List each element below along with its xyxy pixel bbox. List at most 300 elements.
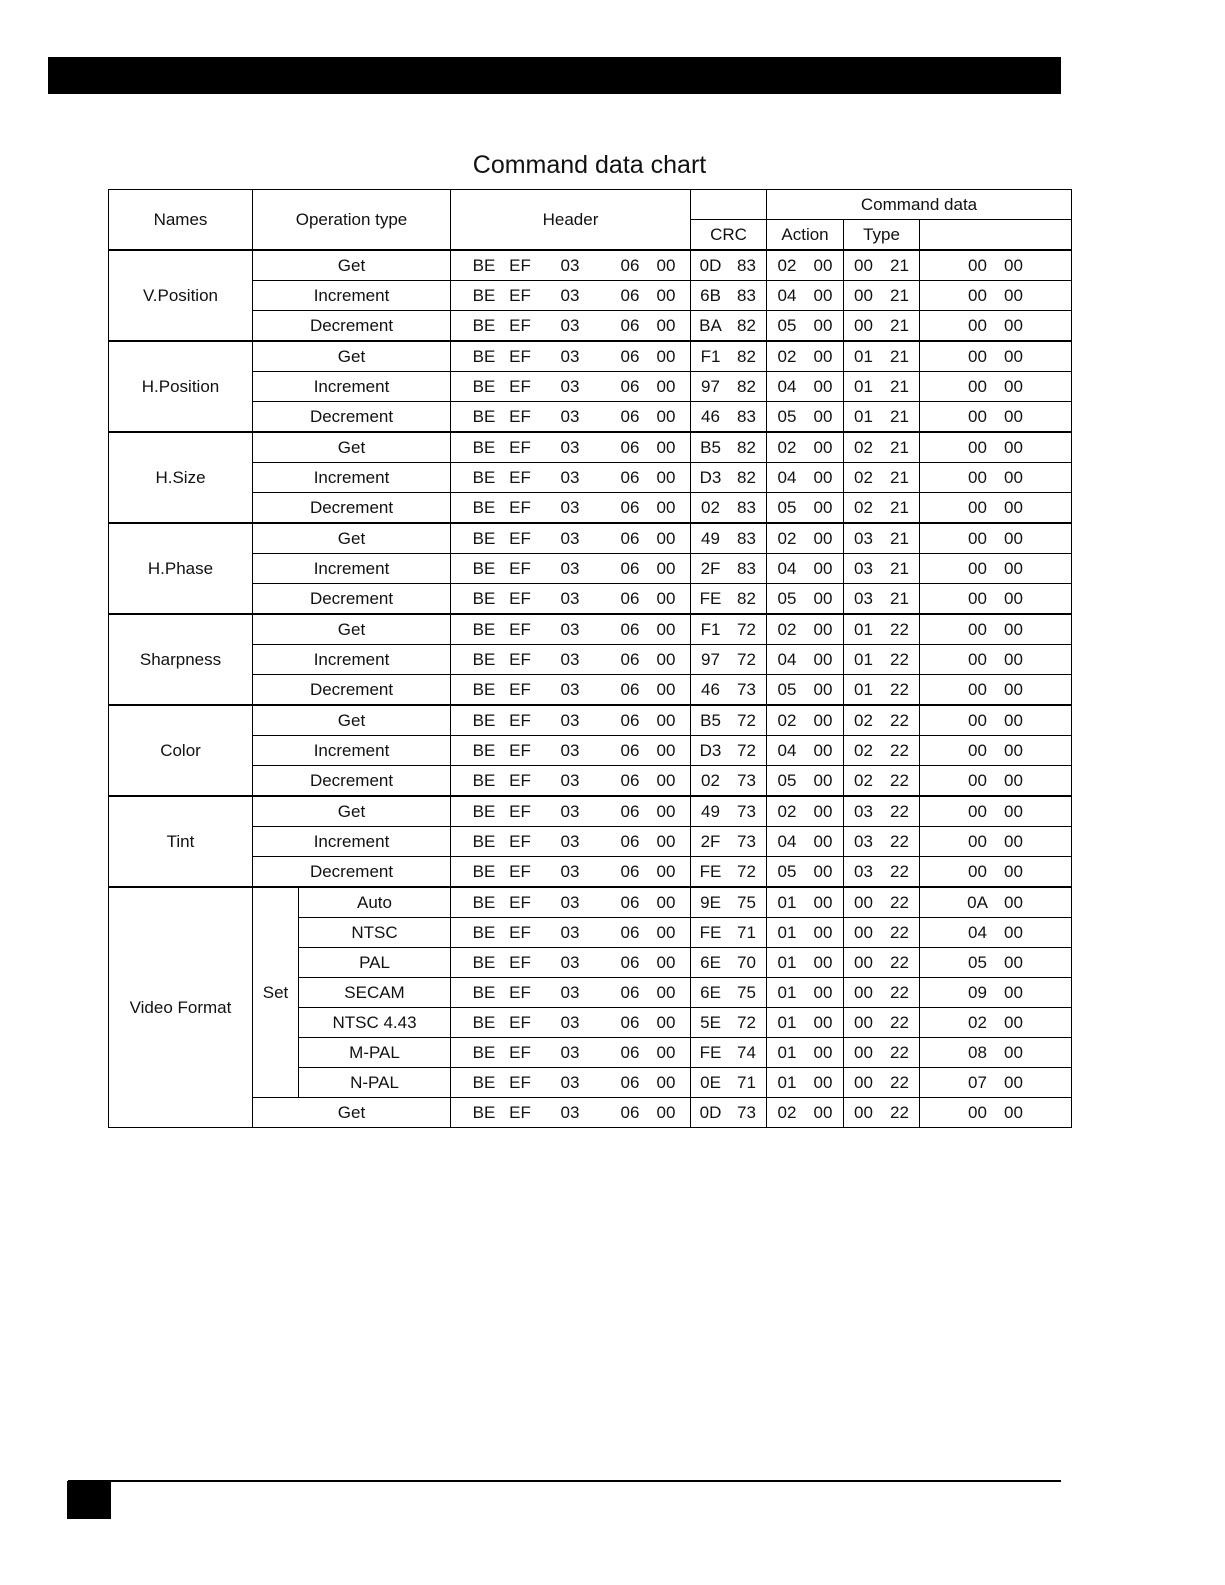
action-cell-byte: 00: [813, 649, 833, 669]
header-byte: EF: [509, 649, 531, 669]
header-bytes: [451, 250, 691, 281]
header-byte: BE: [472, 649, 496, 669]
crc-cell: [691, 1008, 767, 1038]
header-byte: 06: [620, 982, 640, 1002]
value-cell-byte: 00: [1004, 710, 1023, 730]
action-cell-byte: 00: [813, 285, 833, 305]
action-cell-byte: 02: [777, 346, 797, 366]
value-cell-byte: 02: [968, 1012, 987, 1032]
header-byte: BE: [472, 740, 496, 760]
type-cell: [844, 372, 920, 402]
value-cell: [920, 402, 1072, 433]
crc-cell-byte: 72: [737, 740, 756, 760]
type-cell: [844, 1038, 920, 1068]
header-byte: BE: [472, 376, 496, 396]
header-byte: EF: [509, 1012, 531, 1032]
crc-cell: [691, 705, 767, 736]
value-cell: [920, 250, 1072, 281]
action-cell: [767, 281, 844, 311]
header-byte: 00: [656, 1072, 676, 1092]
value-cell: [920, 432, 1072, 463]
table-row: [109, 675, 1072, 706]
header-byte: BE: [472, 1072, 496, 1092]
crc-cell-byte: 73: [737, 801, 756, 821]
type-cell-byte: 22: [890, 1042, 909, 1062]
action-cell: [767, 311, 844, 342]
value-cell: [920, 341, 1072, 372]
header-byte: 06: [620, 588, 640, 608]
header-byte: EF: [509, 528, 531, 548]
header-byte: 03: [560, 437, 580, 457]
value-cell: [920, 614, 1072, 645]
header-byte: 00: [656, 649, 676, 669]
type-cell-byte: 21: [890, 497, 909, 517]
operation-cell: Get: [253, 250, 451, 281]
command-data-table: [108, 189, 1072, 1128]
value-cell-byte: 00: [1004, 801, 1023, 821]
value-cell-byte: 05: [968, 952, 987, 972]
action-cell-byte: 00: [813, 558, 833, 578]
type-cell: [844, 675, 920, 706]
action-cell: [767, 493, 844, 524]
type-cell-byte: 22: [890, 649, 909, 669]
action-cell: [767, 432, 844, 463]
value-cell-byte: 00: [968, 770, 987, 790]
operation-cell: Decrement: [253, 311, 451, 342]
header-byte: EF: [509, 558, 531, 578]
value-cell-byte: 00: [1004, 588, 1023, 608]
header-crc-blank: [691, 190, 767, 220]
action-cell: [767, 523, 844, 554]
value-cell: [920, 675, 1072, 706]
header-bytes: [451, 978, 691, 1008]
crc-cell-byte: 74: [737, 1042, 756, 1062]
header-byte: 00: [656, 437, 676, 457]
header-bytes: [451, 281, 691, 311]
value-cell-byte: 00: [1004, 406, 1023, 426]
value-cell: [920, 1068, 1072, 1098]
action-cell-byte: 00: [813, 619, 833, 639]
header-byte: 06: [620, 285, 640, 305]
crc-cell-byte: 82: [737, 437, 756, 457]
operation-cell: Decrement: [253, 857, 451, 888]
type-cell: [844, 432, 920, 463]
row-name: H.Phase: [109, 523, 253, 614]
type-cell: [844, 341, 920, 372]
table-row: [109, 796, 1072, 827]
type-cell-byte: 22: [890, 952, 909, 972]
header-byte: 03: [560, 952, 580, 972]
action-cell: [767, 250, 844, 281]
operation-cell: Decrement: [253, 402, 451, 433]
operation-cell: Increment: [253, 554, 451, 584]
header-byte: 00: [656, 1042, 676, 1062]
header-byte: BE: [472, 1102, 496, 1122]
header-byte: 03: [560, 982, 580, 1002]
header-byte: BE: [472, 528, 496, 548]
type-cell-byte: 00: [854, 1102, 873, 1122]
action-cell-byte: 00: [813, 346, 833, 366]
value-cell-byte: 00: [968, 831, 987, 851]
crc-cell: [691, 736, 767, 766]
type-cell-byte: 03: [854, 528, 873, 548]
type-cell-byte: 21: [890, 437, 909, 457]
type-cell: [844, 736, 920, 766]
type-cell-byte: 00: [854, 922, 873, 942]
crc-cell-byte: 82: [737, 467, 756, 487]
header-bytes: [451, 523, 691, 554]
action-cell-byte: 04: [777, 831, 797, 851]
value-cell-byte: 0A: [967, 892, 988, 912]
crc-cell-byte: 72: [737, 1012, 756, 1032]
crc-cell-byte: 72: [737, 619, 756, 639]
action-cell-byte: 01: [777, 922, 797, 942]
header-bytes: [451, 645, 691, 675]
value-cell-byte: 00: [1004, 679, 1023, 699]
header-byte: 00: [656, 770, 676, 790]
header-byte: 06: [620, 1042, 640, 1062]
type-cell: [844, 493, 920, 524]
value-cell: [920, 948, 1072, 978]
type-cell-byte: 21: [890, 285, 909, 305]
header-byte: 03: [560, 710, 580, 730]
type-cell: [844, 402, 920, 433]
header-byte: EF: [509, 588, 531, 608]
header-byte: EF: [509, 346, 531, 366]
header-crc: CRC: [691, 220, 767, 251]
action-cell: [767, 887, 844, 918]
header-bytes: [451, 918, 691, 948]
header-bytes: [451, 432, 691, 463]
table-row: [109, 372, 1072, 402]
action-cell-byte: 01: [777, 952, 797, 972]
action-cell-byte: 04: [777, 558, 797, 578]
header-byte: 03: [560, 740, 580, 760]
header-byte: EF: [509, 740, 531, 760]
crc-cell-byte: BA: [699, 315, 722, 335]
type-cell-byte: 01: [854, 346, 873, 366]
type-cell-byte: 02: [854, 467, 873, 487]
header-byte: BE: [472, 801, 496, 821]
header-byte: 03: [560, 922, 580, 942]
header-byte: BE: [472, 255, 496, 275]
value-cell-byte: 00: [1004, 1012, 1023, 1032]
top-bar: [48, 57, 1061, 94]
header-byte: 00: [656, 831, 676, 851]
action-cell-byte: 00: [813, 497, 833, 517]
header-byte: BE: [472, 710, 496, 730]
header-byte: 06: [620, 467, 640, 487]
crc-cell: [691, 857, 767, 888]
value-cell: [920, 554, 1072, 584]
header-byte: 03: [560, 467, 580, 487]
header-byte: 00: [656, 285, 676, 305]
type-cell-byte: 03: [854, 558, 873, 578]
header-byte: 03: [560, 528, 580, 548]
type-cell: [844, 281, 920, 311]
crc-cell-byte: 73: [737, 831, 756, 851]
header-byte: 00: [656, 679, 676, 699]
action-cell-byte: 04: [777, 376, 797, 396]
type-cell-byte: 00: [854, 1072, 873, 1092]
action-cell-byte: 00: [813, 406, 833, 426]
table-row: [109, 493, 1072, 524]
crc-cell-byte: 49: [701, 528, 720, 548]
action-cell-byte: 02: [777, 437, 797, 457]
crc-cell-byte: 82: [737, 346, 756, 366]
header-byte: 06: [620, 497, 640, 517]
type-cell: [844, 614, 920, 645]
action-cell: [767, 978, 844, 1008]
action-cell: [767, 614, 844, 645]
header-byte: EF: [509, 406, 531, 426]
action-cell-byte: 00: [813, 255, 833, 275]
table-row: [109, 523, 1072, 554]
header-bytes: [451, 311, 691, 342]
header-byte: BE: [472, 861, 496, 881]
header-byte: 00: [656, 255, 676, 275]
type-cell: [844, 766, 920, 797]
action-cell-byte: 02: [777, 801, 797, 821]
header-bytes: [451, 1068, 691, 1098]
header-bytes: [451, 402, 691, 433]
type-cell-byte: 00: [854, 982, 873, 1002]
header-byte: 06: [620, 315, 640, 335]
type-cell: [844, 948, 920, 978]
header-byte: BE: [472, 437, 496, 457]
row-name: H.Position: [109, 341, 253, 432]
type-cell: [844, 1068, 920, 1098]
header-bytes: [451, 948, 691, 978]
header-byte: 00: [656, 315, 676, 335]
action-cell-byte: 00: [813, 740, 833, 760]
crc-cell: [691, 493, 767, 524]
header-header: Header: [451, 190, 691, 251]
header-byte: 03: [560, 285, 580, 305]
header-byte: BE: [472, 346, 496, 366]
header-byte: 00: [656, 346, 676, 366]
table-row: [109, 736, 1072, 766]
header-byte: BE: [472, 952, 496, 972]
header-bytes: [451, 584, 691, 615]
header-bytes: [451, 493, 691, 524]
table-row: [109, 341, 1072, 372]
table-row: [109, 766, 1072, 797]
header-byte: 03: [560, 315, 580, 335]
action-cell-byte: 05: [777, 679, 797, 699]
operation-cell: Auto: [299, 887, 451, 918]
type-cell-byte: 21: [890, 588, 909, 608]
header-byte: 00: [656, 588, 676, 608]
type-cell: [844, 827, 920, 857]
crc-cell-byte: 2F: [700, 558, 721, 578]
type-cell: [844, 463, 920, 493]
value-cell-byte: 00: [1004, 346, 1023, 366]
crc-cell-byte: FE: [699, 861, 722, 881]
crc-cell-byte: F1: [700, 346, 721, 366]
value-cell: [920, 1008, 1072, 1038]
action-cell-byte: 04: [777, 285, 797, 305]
value-cell: [920, 584, 1072, 615]
crc-cell-byte: B5: [700, 710, 721, 730]
action-cell: [767, 675, 844, 706]
header-byte: 06: [620, 1102, 640, 1122]
operation-cell: Increment: [253, 827, 451, 857]
action-cell-byte: 00: [813, 710, 833, 730]
crc-cell-byte: 82: [737, 588, 756, 608]
header-byte: 03: [560, 406, 580, 426]
operation-cell: Get: [253, 1098, 451, 1128]
header-byte: 06: [620, 922, 640, 942]
header-byte: BE: [472, 982, 496, 1002]
header-byte: 06: [620, 406, 640, 426]
crc-cell-byte: D3: [699, 467, 722, 487]
header-byte: 03: [560, 1072, 580, 1092]
header-byte: 00: [656, 892, 676, 912]
crc-cell-byte: 72: [737, 861, 756, 881]
type-cell-byte: 22: [890, 861, 909, 881]
value-cell-byte: 00: [1004, 619, 1023, 639]
operation-cell: Get: [253, 614, 451, 645]
action-cell: [767, 857, 844, 888]
table-row: [109, 887, 1072, 918]
crc-cell-byte: 83: [737, 255, 756, 275]
crc-cell-byte: 75: [737, 892, 756, 912]
crc-cell: [691, 463, 767, 493]
value-cell: [920, 705, 1072, 736]
header-byte: 03: [560, 801, 580, 821]
header-byte: 03: [560, 558, 580, 578]
value-cell-byte: 00: [968, 649, 987, 669]
type-cell-byte: 00: [854, 1012, 873, 1032]
crc-cell-byte: 71: [737, 1072, 756, 1092]
value-cell-byte: 00: [968, 467, 987, 487]
type-cell-byte: 01: [854, 406, 873, 426]
value-cell-byte: 00: [1004, 982, 1023, 1002]
table-row: [109, 432, 1072, 463]
table-row: [109, 584, 1072, 615]
action-cell-byte: 05: [777, 406, 797, 426]
header-bytes: [451, 736, 691, 766]
value-cell: [920, 281, 1072, 311]
type-cell-byte: 22: [890, 1072, 909, 1092]
value-cell-byte: 08: [968, 1042, 987, 1062]
crc-cell: [691, 978, 767, 1008]
value-cell-byte: 09: [968, 982, 987, 1002]
value-cell-byte: 00: [1004, 770, 1023, 790]
value-cell-byte: 00: [968, 679, 987, 699]
type-cell-byte: 00: [854, 892, 873, 912]
type-cell: [844, 584, 920, 615]
action-cell: [767, 341, 844, 372]
crc-cell-byte: 71: [737, 922, 756, 942]
value-cell-byte: 00: [968, 710, 987, 730]
operation-cell: Decrement: [253, 584, 451, 615]
crc-cell: [691, 796, 767, 827]
action-cell: [767, 796, 844, 827]
header-byte: 03: [560, 1102, 580, 1122]
crc-cell-byte: 83: [737, 497, 756, 517]
crc-cell: [691, 675, 767, 706]
header-byte: 00: [656, 801, 676, 821]
value-cell: [920, 978, 1072, 1008]
crc-cell: [691, 372, 767, 402]
value-cell-byte: 00: [1004, 922, 1023, 942]
header-byte: 00: [656, 1012, 676, 1032]
action-cell: [767, 1038, 844, 1068]
header-bytes: [451, 1008, 691, 1038]
header-byte: BE: [472, 831, 496, 851]
action-cell-byte: 04: [777, 649, 797, 669]
value-cell-byte: 00: [1004, 952, 1023, 972]
value-cell-byte: 00: [1004, 497, 1023, 517]
operation-cell: Increment: [253, 372, 451, 402]
type-cell: [844, 554, 920, 584]
crc-cell-byte: 6E: [700, 982, 721, 1002]
crc-cell-byte: 02: [701, 770, 720, 790]
value-cell: [920, 493, 1072, 524]
action-cell: [767, 463, 844, 493]
type-cell-byte: 21: [890, 406, 909, 426]
header-byte: 06: [620, 831, 640, 851]
header-bytes: [451, 463, 691, 493]
table-row: [109, 281, 1072, 311]
crc-cell-byte: 83: [737, 558, 756, 578]
value-cell-byte: 00: [968, 740, 987, 760]
crc-cell-byte: FE: [699, 922, 722, 942]
type-cell-byte: 00: [854, 255, 873, 275]
value-cell-byte: 00: [1004, 892, 1023, 912]
action-cell-byte: 00: [813, 1042, 833, 1062]
header-names: Names: [109, 190, 253, 251]
action-cell-byte: 00: [813, 437, 833, 457]
type-cell-byte: 22: [890, 801, 909, 821]
type-cell: [844, 918, 920, 948]
header-byte: EF: [509, 497, 531, 517]
operation-cell: Get: [253, 432, 451, 463]
crc-cell-byte: 2F: [700, 831, 721, 851]
crc-cell-byte: FE: [699, 1042, 722, 1062]
type-cell: [844, 1008, 920, 1038]
action-cell: [767, 645, 844, 675]
operation-cell: N-PAL: [299, 1068, 451, 1098]
header-bytes: [451, 554, 691, 584]
row-name: Video Format: [109, 887, 253, 1128]
crc-cell-byte: 83: [737, 528, 756, 548]
header-bytes: [451, 614, 691, 645]
crc-cell: [691, 645, 767, 675]
header-byte: 06: [620, 649, 640, 669]
operation-cell: Decrement: [253, 675, 451, 706]
action-cell: [767, 372, 844, 402]
type-cell: [844, 645, 920, 675]
action-cell-byte: 00: [813, 528, 833, 548]
action-cell-byte: 00: [813, 315, 833, 335]
header-byte: BE: [472, 497, 496, 517]
header-byte: EF: [509, 861, 531, 881]
crc-cell-byte: 75: [737, 982, 756, 1002]
type-cell-byte: 22: [890, 679, 909, 699]
operation-cell: Get: [253, 705, 451, 736]
operation-cell: PAL: [299, 948, 451, 978]
action-cell-byte: 02: [777, 528, 797, 548]
header-byte: 06: [620, 892, 640, 912]
operation-cell: Decrement: [253, 493, 451, 524]
type-cell: [844, 523, 920, 554]
value-cell: [920, 1098, 1072, 1128]
action-cell: [767, 705, 844, 736]
header-byte: 00: [656, 740, 676, 760]
